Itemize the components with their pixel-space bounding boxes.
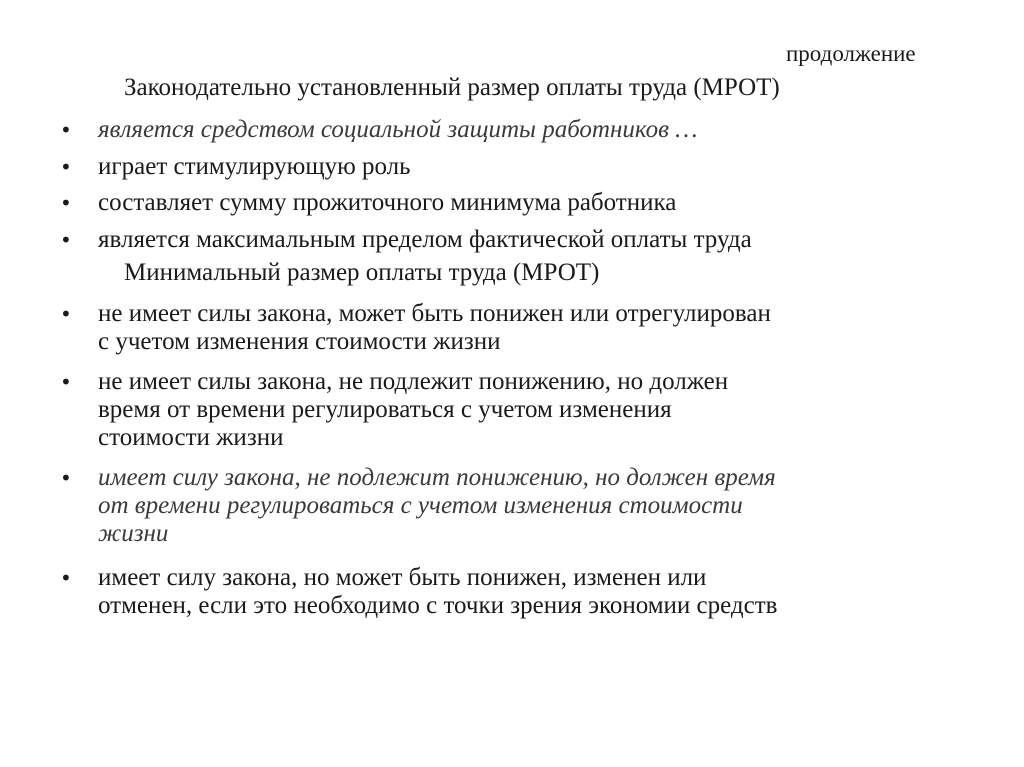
bullet-icon: • [60, 302, 72, 326]
bullet-icon: • [60, 155, 72, 179]
bullet-icon: • [60, 566, 72, 590]
continuation-label: продолжение [786, 41, 916, 66]
bullet-text: имеет силу закона, не подлежит понижению, но должен время от времени регулироваться с учетом изменения стоимости жизни [98, 464, 776, 547]
bullet-icon: • [60, 191, 72, 215]
bullet-icon: • [60, 370, 72, 394]
bullet-text: составляет сумму прожиточного минимума работника [98, 189, 677, 216]
bullet-text: не имеет силы закона, может быть понижен или отрегулирован с учетом изменения стоимости жизни [98, 300, 771, 355]
bullet-text: является максимальным пределом фактической оплаты труда [98, 226, 752, 253]
bullet-icon: • [60, 228, 72, 252]
bullet-text: является средством социальной защиты работников … [98, 116, 698, 143]
bullet-text: не имеет силы закона, не подлежит понижению, но должен время от времени регулироваться с учетом изменения стоимости жизни [98, 368, 729, 451]
bullet-text: играет стимулирующую роль [98, 153, 411, 180]
bullet-text: имеет силу закона, но может быть понижен, изменен или отменен, если это необходимо с точки зрения экономии средств [98, 564, 778, 619]
bullet-icon: • [60, 466, 72, 490]
section-heading-minimum-mrot: Минимальный размер оплаты труда (МРОТ) [124, 259, 600, 286]
section-heading-legislative-mrot: Законодательно установленный размер оплаты труда (МРОТ) [124, 74, 780, 101]
bullet-icon: • [60, 118, 72, 142]
